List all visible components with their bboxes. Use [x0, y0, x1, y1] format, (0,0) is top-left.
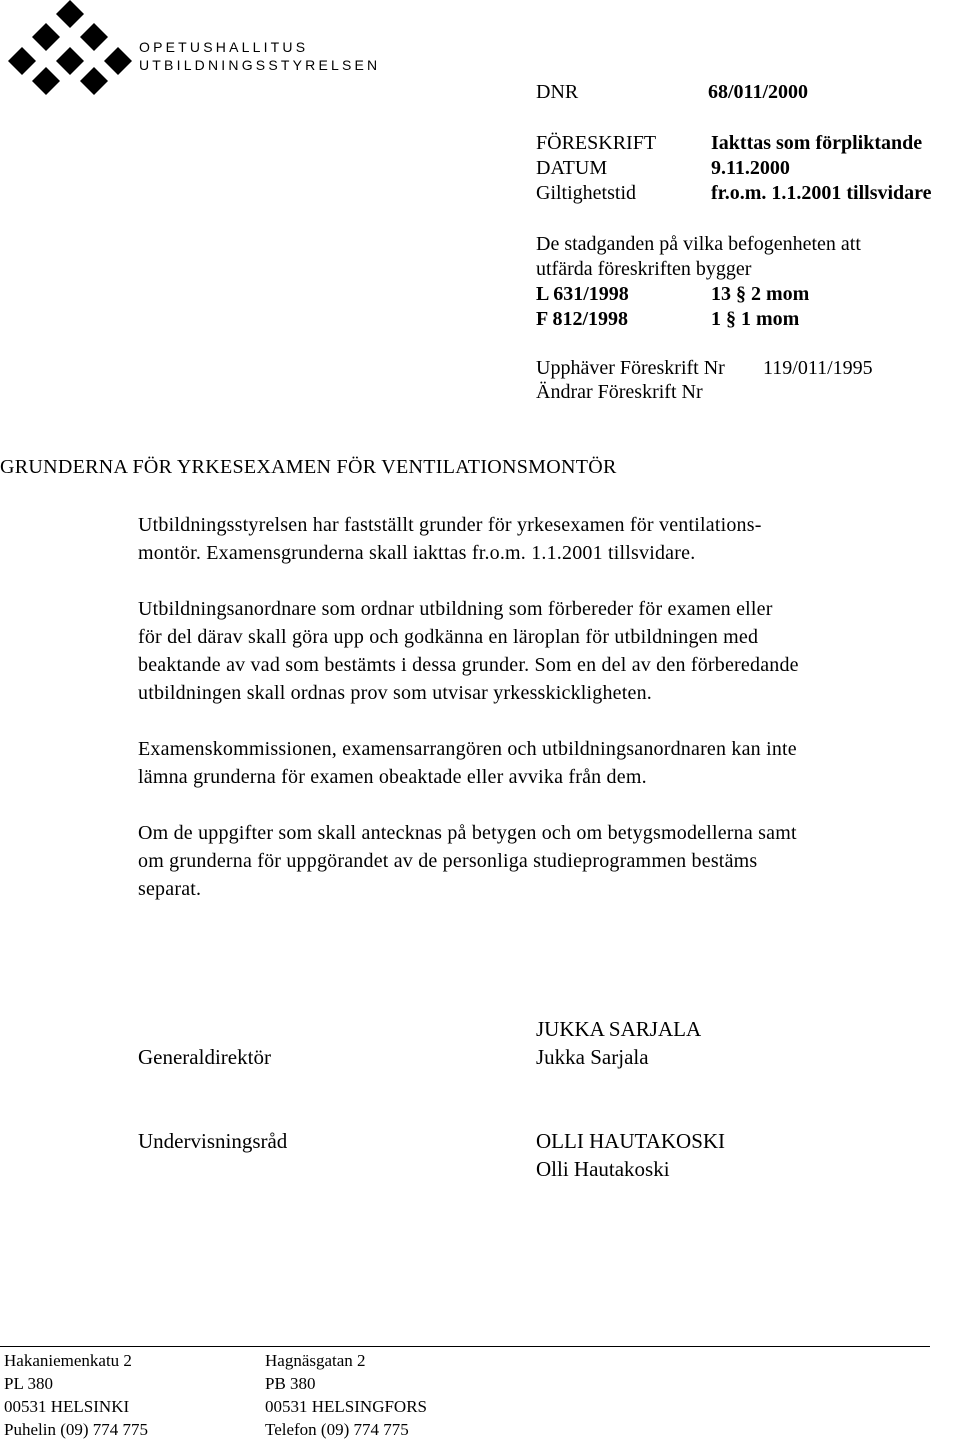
- footer-line: 00531 HELSINGFORS: [265, 1397, 427, 1416]
- upphaver-label: Upphäver Föreskrift Nr: [536, 357, 725, 379]
- paragraph-line: utbildningen skall ordnas prov som utvisar yrkesskickligheten.: [138, 682, 652, 704]
- dnr-value: 68/011/2000: [708, 81, 809, 103]
- org-name-swedish: UTBILDNINGSSTYRELSEN: [139, 57, 381, 73]
- paragraph-line: Examenskommissionen, examensarrangören och utbildningsanordnaren kan inte: [138, 738, 797, 760]
- paragraph-line: Utbildningsanordnare som ordnar utbildning som förbereder för examen eller: [138, 598, 773, 620]
- footer-line: Puhelin (09) 774 775: [4, 1420, 149, 1439]
- paragraph-1: [138, 511, 762, 567]
- giltighet-value: fr.o.m. 1.1.2001 tillsvidare: [711, 182, 932, 204]
- footer-line: PB 380: [265, 1374, 316, 1393]
- signature-name: Olli Hautakoski: [536, 1157, 670, 1181]
- signature-name-caps: JUKKA SARJALA: [536, 1017, 702, 1041]
- paragraph-3: [138, 735, 797, 791]
- paragraph-2: [138, 595, 799, 707]
- paragraph-line: Utbildningsstyrelsen har fastställt grunder för yrkesexamen för ventilations-: [138, 514, 762, 536]
- footer-address-finnish: [4, 1349, 148, 1441]
- basis-text-line2: utfärda föreskriften bygger: [536, 258, 752, 280]
- upphaver-value: 119/011/1995: [763, 357, 873, 379]
- paragraph-line: för del därav skall göra upp och godkänna en läroplan för utbildningen med: [138, 626, 759, 648]
- paragraph-line: lämna grunderna för examen obeaktade eller avvika från dem.: [138, 766, 647, 788]
- dnr-label: DNR: [536, 81, 579, 103]
- footer-divider: [0, 1346, 930, 1347]
- signature-name-caps: OLLI HAUTAKOSKI: [536, 1129, 726, 1153]
- foreskrift-value: Iakttas som förpliktande: [711, 132, 923, 154]
- datum-value: 9.11.2000: [711, 157, 790, 179]
- opetushallitus-logo-icon: [8, 0, 132, 95]
- andrar-label: Ändrar Föreskrift Nr: [536, 381, 703, 403]
- law2-section: 1 § 1 mom: [711, 308, 800, 330]
- giltighet-label: Giltighetstid: [536, 182, 636, 204]
- paragraph-4: [138, 819, 797, 903]
- footer-line: Hagnäsgatan 2: [265, 1351, 366, 1370]
- document-title: GRUNDERNA FÖR YRKESEXAMEN FÖR VENTILATIONSMONTÖR: [0, 456, 617, 478]
- footer-line: 00531 HELSINKI: [4, 1397, 130, 1416]
- signature-name: Jukka Sarjala: [536, 1045, 649, 1069]
- law1-reference: L 631/1998: [536, 283, 629, 305]
- basis-text-line1: De stadganden på vilka befogenheten att: [536, 233, 861, 255]
- law2-reference: F 812/1998: [536, 308, 629, 330]
- paragraph-line: Om de uppgifter som skall antecknas på betygen och om betygsmodellerna samt: [138, 822, 797, 844]
- signature-role: Undervisningsråd: [138, 1129, 288, 1153]
- footer-line: Telefon (09) 774 775: [265, 1420, 409, 1439]
- paragraph-line: om grunderna för uppgörandet av de personliga studieprogrammen bestäms: [138, 850, 758, 872]
- signature-role: Generaldirektör: [138, 1045, 271, 1069]
- paragraph-line: montör. Examensgrunderna skall iakttas fr.o.m. 1.1.2001 tillsvidare.: [138, 542, 696, 564]
- footer-address-swedish: [265, 1349, 427, 1441]
- footer-line: PL 380: [4, 1374, 53, 1393]
- footer-line: Hakaniemenkatu 2: [4, 1351, 132, 1370]
- datum-label: DATUM: [536, 157, 608, 179]
- law1-section: 13 § 2 mom: [711, 283, 810, 305]
- paragraph-line: separat.: [138, 878, 202, 900]
- org-name-finnish: OPETUSHALLITUS: [139, 39, 309, 55]
- paragraph-line: beaktande av vad som bestämts i dessa grunder. Som en del av den förberedande: [138, 654, 799, 676]
- foreskrift-label: FÖRESKRIFT: [536, 132, 657, 154]
